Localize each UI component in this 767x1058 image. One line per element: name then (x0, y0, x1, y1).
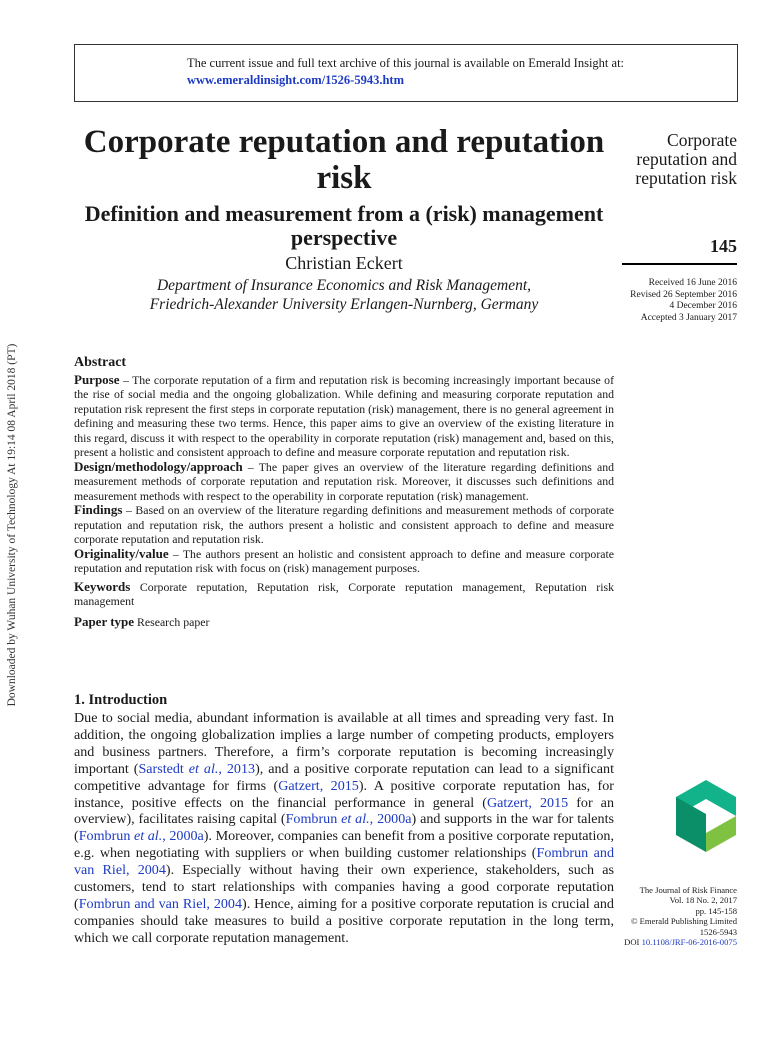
keywords (74, 580, 614, 609)
author-affiliation (74, 276, 614, 314)
findings-label: Findings (74, 502, 123, 517)
originality-label: Originality/value (74, 545, 169, 561)
title-block (74, 124, 614, 314)
archive-link[interactable]: www.emeraldinsight.com/1526-5943.htm (187, 73, 404, 87)
date-received: Received 16 June 2016 (648, 278, 737, 288)
abstract-heading: Abstract (74, 355, 127, 370)
article-title: Corporate reputation and reputation risk (83, 124, 605, 196)
paper-type (74, 615, 614, 630)
body-text: ). Moreover, companies can benefit from a positive corporate reputation, e.g. when negotiating with suppliers or when building customer relationships ( (74, 828, 614, 862)
citation-link[interactable]: Gatzert, 2015 (278, 777, 359, 794)
introduction-paragraph (74, 710, 614, 947)
journal-name: The Journal of Risk Finance (639, 885, 737, 895)
journal-info (587, 885, 737, 947)
date-revised: Revised 26 September 2016 (630, 289, 737, 300)
citation-link[interactable]: Sarstedt et al., 2013 (138, 760, 256, 777)
page-number: 145 (710, 236, 737, 256)
purpose-text: – The corporate reputation of a firm and reputation risk is becoming increasingly important because of the rise of social media and the ongoing globalization. While defining and measuring corporate reputation and reputation risk represent the first steps in corporate reputation (risk) management, there is no general agreement in defining and measuring these two terms. Hence, this paper aims to give an overview of the existing literature in this regard, discuss it with respect to the operability in corporate reputation (risk) management and, based on this, present a holistic and consistent approach to define and measure corporate reputation and reputation risk. (74, 372, 614, 459)
citation-link[interactable]: Fombrun and van Riel, 2004 (78, 895, 243, 912)
journal-issn: 1526-5943 (699, 926, 737, 937)
body-text: ). A positive corporate reputation has, for instance, positive effects on the financial performance in general ( (74, 777, 614, 811)
keywords-text: Corporate reputation, Reputation risk, Corporate reputation management, Reputation risk management (74, 579, 614, 608)
paper-type-text: Research paper (134, 614, 210, 629)
sidebar-divider (622, 263, 737, 265)
abstract-design (74, 460, 614, 504)
design-text: – The paper gives an overview of the literature regarding definitions and measurement methods of corporate reputation and reputation risk. Moreover, it discusses such definitions and measurement methods with respect to the operability in corporate reputation (risk) management. (74, 459, 614, 503)
affiliation-line: Friedrich-Alexander University Erlangen-Nurnberg, Germany (149, 296, 539, 313)
download-watermark: Downloaded by Wuhan University of Technology At 19:14 08 April 2018 (PT) (6, 343, 18, 707)
citation-link[interactable]: Gatzert, 2015 (486, 794, 569, 811)
archive-notice-text: The current issue and full text archive of this journal is available on Emerald Insight at: (187, 56, 625, 70)
author-name: Christian Eckert (285, 253, 403, 273)
abstract-originality (74, 547, 614, 576)
body-text: ). Hence, aiming for a positive corporate reputation is crucial and companies should take measures to build a positive corporate reputation in the long term, which we call corporate reputation management. (74, 895, 614, 946)
archive-notice (187, 55, 624, 89)
body-text: ) and supports in the war for talents ( (74, 811, 614, 845)
paper-type-label: Paper type (74, 613, 135, 629)
running-head-line: Corporate (667, 130, 737, 150)
body-text: Due to social media, abundant information is available at all times and spreading very fast. In addition, the ongoing globalization implies a large number of competing products, employers and business partners. Therefore, a firm’s corporate reputation is becoming increasingly important ( (74, 710, 614, 777)
date-accepted: Accepted 3 January 2017 (640, 312, 737, 323)
journal-publisher: © Emerald Publishing Limited (630, 916, 737, 927)
abstract (74, 356, 614, 629)
history-dates (577, 278, 737, 324)
citation-link[interactable]: Fombrun and van Riel, 2004 (74, 845, 614, 879)
doi-label: DOI (624, 937, 640, 948)
body-text: ), and a positive corporate reputation can lead to a significant competitive advantage for firms ( (74, 760, 614, 794)
running-head (597, 131, 737, 188)
citation-link[interactable]: Fombrun et al., 2000a (285, 811, 412, 828)
section-heading: 1. Introduction (74, 692, 168, 708)
doi-link[interactable]: 10.1108/JRF-06-2016-0075 (641, 937, 737, 948)
purpose-label: Purpose (74, 371, 120, 387)
emerald-logo-icon (676, 780, 736, 852)
journal-pages: pp. 145-158 (695, 905, 737, 916)
journal-volume: Vol. 18 No. 2, 2017 (669, 895, 737, 906)
running-head-line: reputation and (636, 149, 737, 169)
body-text: ). Especially without having their own experience, stakeholders, such as customers, tend to start relationships with companies having a good corporate reputation ( (74, 862, 614, 912)
running-head-line: reputation risk (635, 168, 737, 188)
article-subtitle: Definition and measurement from a (risk) management perspective (84, 201, 604, 250)
body-text: for an overview), facilitates raising capital ( (74, 794, 614, 828)
date-revised-2: 4 December 2016 (669, 301, 737, 311)
citation-link[interactable]: Fombrun et al., 2000a (78, 828, 204, 845)
originality-text: – The authors present an holistic and consistent approach to define and measure corporate reputation and reputation risk with focus on (risk) management purposes. (74, 546, 614, 575)
abstract-findings (74, 503, 614, 547)
keywords-label: Keywords (74, 578, 131, 594)
introduction-section (74, 692, 614, 947)
design-label: Design/methodology/approach (74, 458, 243, 474)
abstract-purpose (74, 373, 614, 460)
affiliation-line: Department of Insurance Economics and Risk Management, (156, 277, 532, 294)
journal-doi (587, 937, 737, 947)
findings-text: – Based on an overview of the literature regarding definitions and measurement methods of corporate reputation and reputation risk, the authors present a holistic and consistent approach to define and measure corporate reputation and reputation risk. (74, 503, 614, 546)
